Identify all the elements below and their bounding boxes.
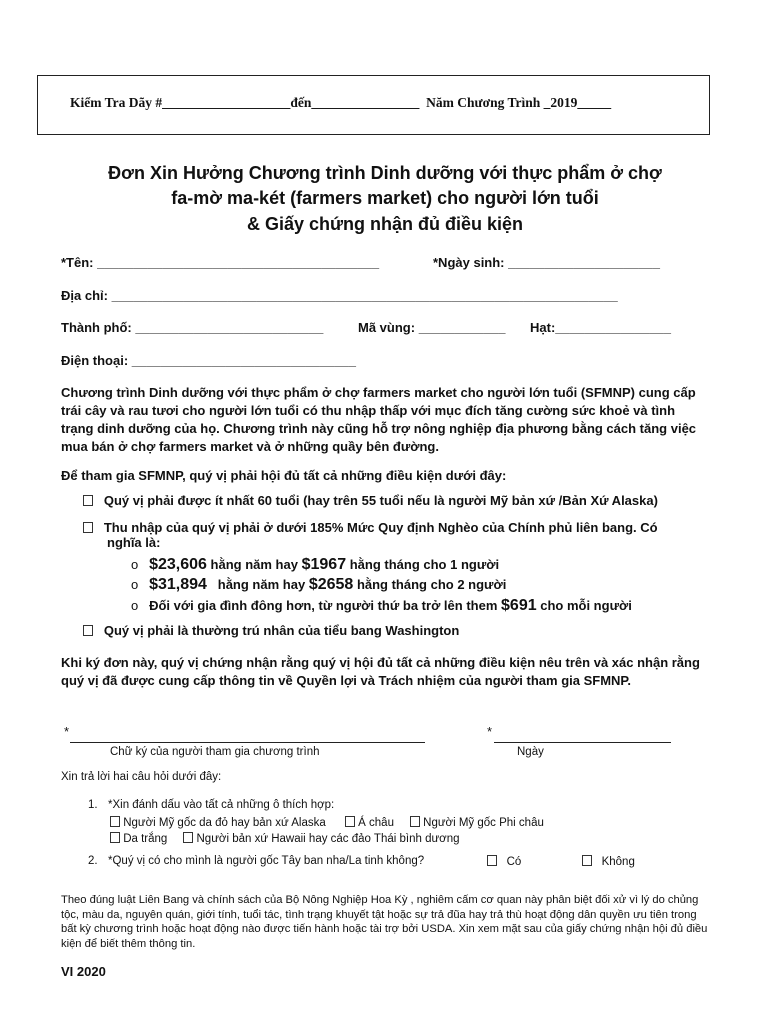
race-option-2: Á châu <box>358 817 394 829</box>
check-field[interactable]: ___________________ <box>162 95 291 110</box>
q2-no-checkbox[interactable] <box>582 855 592 866</box>
phone-row <box>61 353 356 368</box>
income-text-1: Thu nhập của quý vị phải ở dưới 185% Mức Quy định Nghèo của Chính phủ liên bang. Có <box>103 520 658 535</box>
age-text: Quý vị phải được ít nhất 60 tuổi (hay trên 55 tuổi nếu là người Mỹ bản xứ /Bản Xứ Alaska) <box>103 493 658 508</box>
date-label: Ngày <box>517 746 544 758</box>
county-label: Hạt: <box>530 320 556 335</box>
q2-no-row <box>582 855 635 868</box>
bullet-mark: o <box>131 557 139 572</box>
race-row-1 <box>110 816 544 829</box>
q2-number: 2. <box>88 855 98 867</box>
date-line[interactable] <box>494 742 671 743</box>
race-checkbox-1[interactable] <box>110 816 120 827</box>
bullet-mark: o <box>131 598 139 613</box>
tier-2-row <box>131 576 506 594</box>
race-checkbox-5[interactable] <box>183 832 193 843</box>
race-row-2 <box>110 832 460 845</box>
eligibility-heading: Để tham gia SFMNP, quý vị phải hội đủ tất cả những điều kiện dưới đây: <box>61 468 507 483</box>
tier-extra-row <box>131 597 632 615</box>
signature-line[interactable] <box>70 742 425 743</box>
bullet-mark: o <box>131 577 139 592</box>
to-label: đến <box>290 95 312 110</box>
income-text-2: nghĩa là: <box>107 535 161 550</box>
income-checkbox[interactable] <box>83 522 93 533</box>
tier-extra-suffix: cho mỗi người <box>540 598 632 613</box>
phone-field[interactable]: _______________________________ <box>131 353 356 368</box>
tier-extra-amount: $691 <box>501 597 537 614</box>
race-option-1: Người Mỹ gốc da đỏ hay bản xứ Alaska <box>123 817 326 829</box>
income-row <box>83 520 658 535</box>
tier-2-month-amount: $2658 <box>308 576 354 593</box>
race-checkbox-4[interactable] <box>110 832 120 843</box>
nondiscrimination-statement: Theo đúng luật Liên Bang và chính sách của Bộ Nông Nghiệp Hoa Kỳ , nghiêm cấm cơ quan này phân biệt đối xử vì lý do chủng tộc, màu da, nguyên quán, giới tính, tuổi tác, tình trạng khuyết tật hoặc sự trả đũa hay trả thù hoạt động dân quyền ưu tiên trong bất kỳ chương trình hoặc hoạt động nào được tiến hành hoặc tài trợ bởi USDA. Xin xem mặt sau của giấy chứng nhận hội đủ điều kiện để biết thêm thông tin. <box>61 894 708 950</box>
race-option-3: Người Mỹ gốc Phi châu <box>423 817 544 829</box>
residency-text: Quý vị phải là thường trú nhân của tiểu bang Washington <box>103 623 460 638</box>
residency-checkbox[interactable] <box>83 625 93 636</box>
tier-1-month-amount: $1967 <box>301 556 347 573</box>
age-checkbox[interactable] <box>83 495 93 506</box>
signature-star: * <box>64 724 70 739</box>
name-row <box>61 255 379 270</box>
q1-text: *Xin đánh dấu vào tất cả những ô thích hợp: <box>108 799 335 811</box>
tier-1-year-amount: $23,606 <box>149 556 207 573</box>
zip-label: Mã vùng: <box>358 320 416 335</box>
q2-yes-row <box>487 855 521 868</box>
q2-yes-label: Có <box>506 856 522 868</box>
form-version: VI 2020 <box>61 964 106 979</box>
name-label: *Tên: <box>61 255 94 270</box>
date-star: * <box>487 724 493 739</box>
race-option-5: Người bản xứ Hawaii hay các đảo Thái bình dương <box>196 833 460 845</box>
check-label: Kiểm Tra Dãy # <box>70 95 163 110</box>
year-value[interactable]: _2019_____ <box>543 95 612 110</box>
year-label: Năm Chương Trình <box>426 95 541 110</box>
tier-1-row <box>131 556 499 574</box>
signature-label: Chữ ký của người tham gia chương trình <box>110 746 320 758</box>
county-row <box>530 320 671 335</box>
phone-label: Điện thoại: <box>61 353 129 368</box>
zip-row <box>358 320 505 335</box>
header-line <box>70 95 611 111</box>
intro-paragraph: Chương trình Dinh dưỡng với thực phẩm ở chợ farmers market cho người lớn tuổi (SFMNP) cung cấp trái cây và rau tươi cho người lớn tuổi có thu nhập thấp với mục đích tăng cường sức khoẻ và tình trạng dinh dưỡng của họ. Chương trình này cũng hỗ trợ nông nghiệp địa phương bằng cách tăng việc mua bán ở chợ farmers market và ở những quầy bên đường. <box>61 385 697 454</box>
county-field[interactable]: ________________ <box>555 320 671 335</box>
tier-extra-text: Đối với gia đình đông hơn, từ người thứ ba trở lên them <box>149 598 498 613</box>
to-field[interactable]: ________________ <box>311 95 420 110</box>
certification-paragraph: Khi ký đơn này, quý vị chứng nhận rằng quý vị hội đủ tất cả những điều kiện nêu trên và xác nhận rằng quý vị đã được cung cấp thông tin về Quyền lợi và Trách nhiệm của người tham gia SFMNP. <box>61 655 700 688</box>
address-label: Địa chỉ: <box>61 288 108 303</box>
title-line-1: Đơn Xin Hưởng Chương trình Dinh dưỡng với thực phẩm ở chợ <box>108 163 662 183</box>
race-checkbox-3[interactable] <box>410 816 420 827</box>
city-row <box>61 320 323 335</box>
race-checkbox-2[interactable] <box>345 816 355 827</box>
q1-number: 1. <box>88 799 98 811</box>
zip-field[interactable]: ____________ <box>418 320 506 335</box>
tier-1-month-text: hằng tháng cho 1 người <box>349 557 500 572</box>
city-label: Thành phố: <box>61 320 132 335</box>
address-field[interactable]: ______________________________________________________________________ <box>111 288 618 303</box>
address-row <box>61 288 618 303</box>
city-field[interactable]: __________________________ <box>135 320 324 335</box>
race-option-4: Da trắng <box>123 833 168 845</box>
name-field[interactable]: _______________________________________ <box>97 255 380 270</box>
dob-row <box>433 255 660 270</box>
tier-2-year-text: hằng năm hay <box>217 577 306 592</box>
tier-2-month-text: hằng tháng cho 2 người <box>356 577 507 592</box>
age-row <box>83 493 658 508</box>
tier-1-year-text: hằng năm hay <box>210 557 298 572</box>
tier-2-year-amount: $31,894 <box>149 576 207 593</box>
q2-yes-checkbox[interactable] <box>487 855 497 866</box>
title-line-2: fa-mờ ma-két (farmers market) cho người lớn tuổi <box>171 188 599 208</box>
q2-no-label: Không <box>601 856 635 868</box>
dob-label: *Ngày sinh: <box>433 255 505 270</box>
residency-row <box>83 623 459 638</box>
dob-field[interactable]: _____________________ <box>508 255 660 270</box>
q2-text: *Quý vị có cho mình là người gốc Tây ban nha/La tinh không? <box>108 855 425 867</box>
questions-intro: Xin trả lời hai câu hỏi dưới đây: <box>61 771 222 783</box>
title-line-3: & Giấy chứng nhận đủ điều kiện <box>246 214 524 234</box>
